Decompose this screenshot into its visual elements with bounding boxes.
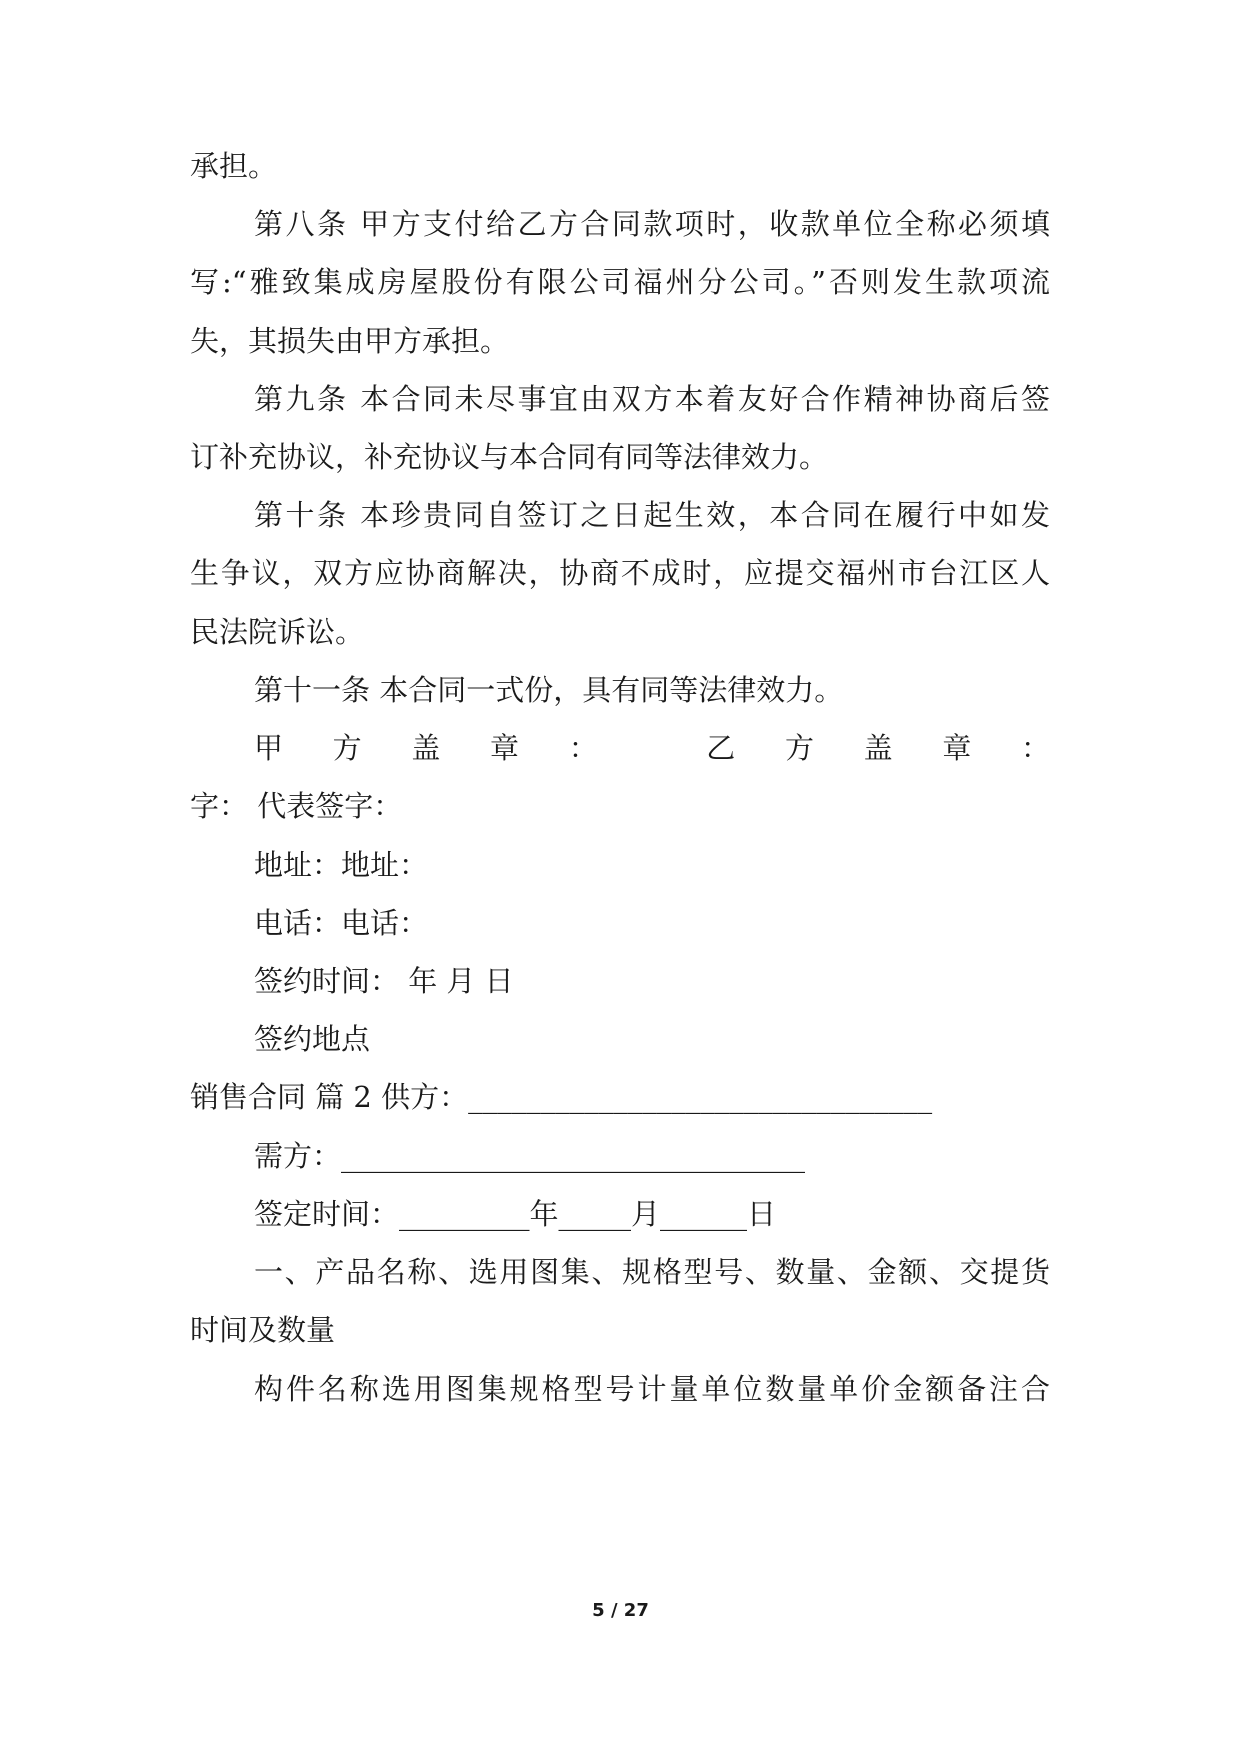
section-heading: 销售合同 篇 2 供方：________________________________	[190, 1080, 933, 1114]
text-line: 订补充协议，补充协议与本合同有同等法律效力。	[190, 440, 829, 474]
text-line: 签定时间：_________年_____月______日	[254, 1197, 777, 1231]
text-line: 失，其损失由甲方承担。	[190, 324, 510, 358]
text-line: 构件名称选用图集规格型号计量单位数量单价金额备注合	[254, 1372, 1050, 1406]
text-line: 地址：地址：	[254, 848, 429, 882]
text-line: 时间及数量	[190, 1313, 336, 1347]
text-line: 第八条 甲方支付给乙方合同款项时，收款单位全称必须填	[254, 207, 1050, 241]
text-line: 需方：________________________________	[254, 1139, 806, 1173]
text-line: 第十条 本珍贵同自签订之日起生效，本合同在履行中如发	[254, 498, 1050, 532]
text-line: 写:“雅致集成房屋股份有限公司福州分公司。”否则发生款项流	[190, 265, 1050, 299]
text-line: 电话：电话：	[254, 906, 429, 940]
text-line: 民法院诉讼。	[190, 615, 365, 649]
text-line: 签约时间： 年 月 日	[254, 964, 514, 998]
text-line: 生争议，双方应协商解决，协商不成时，应提交福州市台江区人	[190, 556, 1050, 590]
text-line: 一、产品名称、选用图集、规格型号、数量、金额、交提货	[254, 1255, 1050, 1289]
text-line: 签约地点	[254, 1022, 371, 1056]
text-line: 字： 代表签字：	[190, 789, 403, 823]
text-line: 承担。	[190, 149, 278, 183]
text-line: 甲方盖章： 乙方盖章：	[254, 731, 1050, 765]
text-line: 第九条 本合同未尽事宜由双方本着友好合作精神协商后签	[254, 382, 1050, 416]
page-number: 5 / 27	[592, 1600, 649, 1621]
text-line: 第十一条 本合同一式份，具有同等法律效力。	[254, 673, 844, 707]
